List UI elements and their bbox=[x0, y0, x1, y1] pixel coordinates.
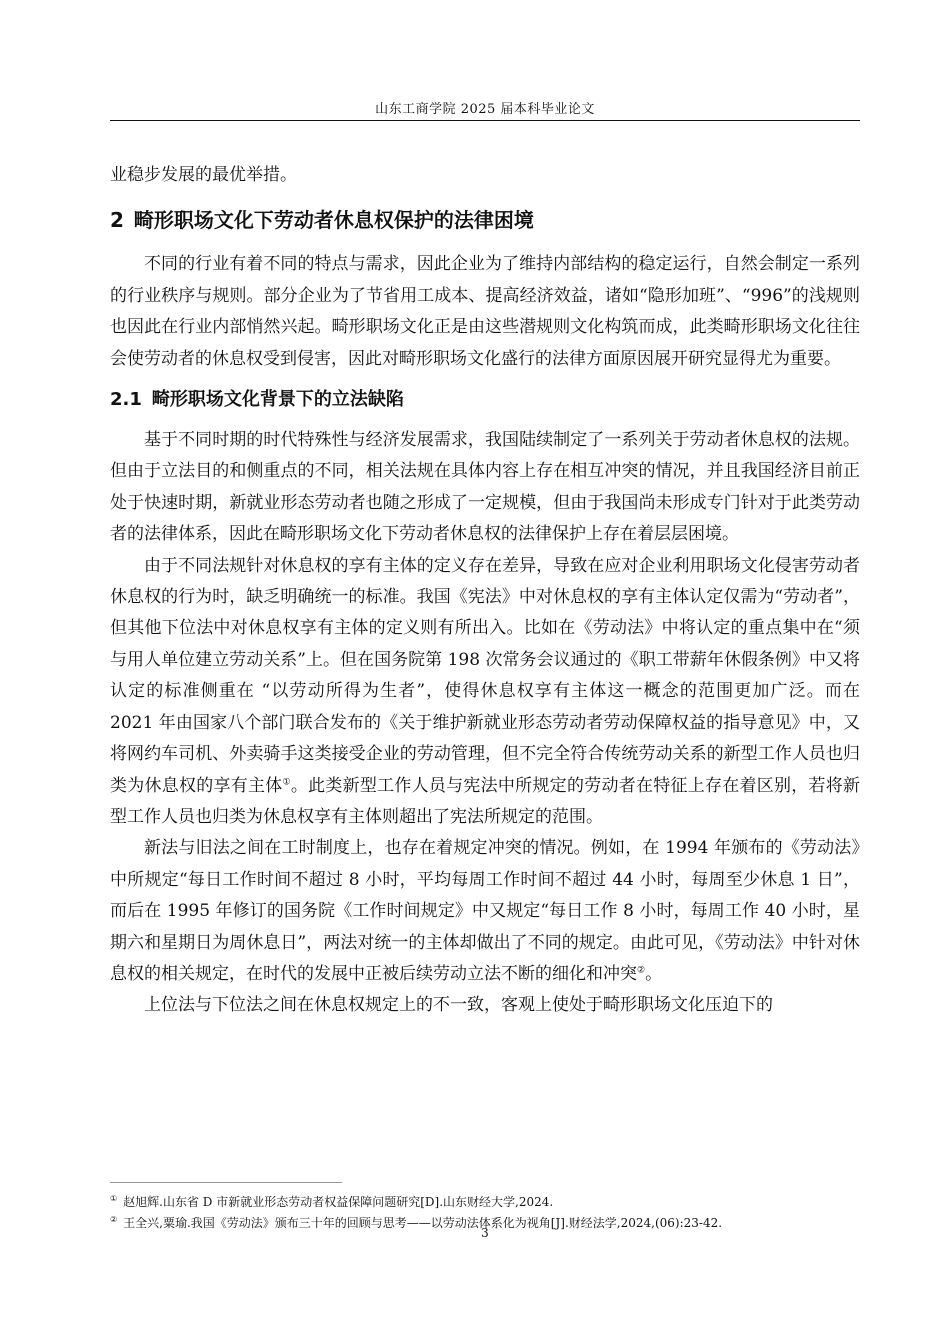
section-2-title: 畸形职场文化下劳动者休息权保护的法律困境 bbox=[133, 208, 534, 233]
page-body bbox=[110, 160, 860, 1022]
section-2-1-title: 畸形职场文化背景下的立法缺陷 bbox=[151, 389, 404, 411]
paragraph-3-text-a: 新法与旧法之间在工时制度上，也存在着规定冲突的情况。例如，在 1994 年颁布的《劳动法》中所规定“每日工作时间不超过 8 小时，平均每周工作时间不超过 44 小时，每周至少休息 1 日”，而后在 1995 年修订的国务院《工作时间规定》中又规定“每日工作 8 小时，每周工作 40 小时，星期六和星期日为周休息日”，两法对统一的主体却做出了不同的规定。由此可见，《劳动法》中针对休息权的相关规定，在时代的发展中正被后续劳动立法不断的细化和冲突 bbox=[110, 838, 860, 984]
section-2-1-paragraph-3 bbox=[110, 833, 860, 990]
section-2-paragraph: 不同的行业有着不同的特点与需求，因此企业为了维持内部结构的稳定运行，自然会制定一系列的行业秩序与规则。部分企业为了节省用工成本、提高经济效益，诸如“隐形加班”、“996”的浅规则也因此在行业内部悄然兴起。畸形职场文化正是由这些潜规则文化构筑而成，此类畸形职场文化往往会使劳动者的休息权受到侵害，因此对畸形职场文化盛行的法律方面原因展开研究显得尤为重要。 bbox=[110, 254, 860, 369]
footnote-ref-2[interactable]: ② bbox=[637, 965, 646, 976]
header-rule bbox=[110, 120, 860, 121]
paragraph-2-text-b: 。此类新型工作人员与宪法中所规定的劳动者在特征上存在着区别，若将新型工作人员也归类为休息权享有主体则超出了宪法所规定的范围。 bbox=[110, 775, 861, 827]
footnote-1 bbox=[110, 1190, 860, 1211]
section-2-number: 2 bbox=[110, 208, 124, 233]
footnote-rule bbox=[110, 1182, 342, 1183]
footnote-1-text: 赵旭辉.山东省 D 市新就业形态劳动者权益保障问题研究[D].山东财经大学,2024. bbox=[123, 1195, 554, 1209]
section-2-1-paragraph-2 bbox=[110, 551, 860, 834]
section-2-heading bbox=[110, 205, 860, 235]
section-2-1-number: 2.1 bbox=[110, 389, 142, 411]
paragraph-2-text-a: 由于不同法规针对休息权的享有主体的定义存在差异，导致在应对企业利用职场文化侵害劳动者休息权的行为时，缺乏明确统一的标准。我国《宪法》中对休息权的享有主体认定仅需为“劳动者”，但其他下位法中对休息权享有主体的定义则有所出入。比如在《劳动法》中将认定的重点集中在“须与用人单位建立劳动关系”上。但在国务院第 198 次常务会议通过的《职工带薪年休假条例》中又将认定的标准侧重在 “以劳动所得为生者”，使得休息权享有主体这一概念的范围更加广泛。而在 2021 年由国家八个部门联合发布的《关于维护新就业形态劳动者劳动保障权益的指导意见》中，又将网约车司机、外卖骑手这类接受企业的劳动管理，但不完全符合传统劳动关系的新型工作人员也归类为休息权的享有主体 bbox=[110, 555, 860, 796]
lead-text: 业稳步发展的最优举措。 bbox=[110, 165, 297, 185]
section-2-1-heading bbox=[110, 385, 860, 415]
footnote-2-text: 王全兴,粟瑜.我国《劳动法》颁布三十年的回顾与思考——以劳动法体系化为视角[J].财经法学,2024,(06):23-42. bbox=[123, 1216, 723, 1230]
section-2-1-paragraph-1: 基于不同时期的时代特殊性与经济发展需求，我国陆续制定了一系列关于劳动者休息权的法规。但由于立法目的和侧重点的不同，相关法规在具体内容上存在相互冲突的情况，并且我国经济目前正处于快速时期，新就业形态劳动者也随之形成了一定规模，但由于我国尚未形成专门针对于此类劳动者的法律体系，因此在畸形职场文化下劳动者休息权的法律保护上存在着层层困境。 bbox=[110, 430, 860, 545]
paragraph-3-text-b: 。 bbox=[645, 963, 663, 984]
running-header: 山东工商学院 2025 届本科毕业论文 bbox=[375, 102, 595, 117]
section-2-1-paragraph-4: 上位法与下位法之间在休息权规定上的不一致，客观上使处于畸形职场文化压迫下的 bbox=[144, 995, 773, 1016]
footnote-2-mark: ② bbox=[110, 1215, 118, 1224]
footnote-ref-1[interactable]: ① bbox=[282, 776, 291, 787]
footnote-1-mark: ① bbox=[110, 1194, 118, 1203]
page-number: 3 bbox=[481, 1226, 489, 1240]
